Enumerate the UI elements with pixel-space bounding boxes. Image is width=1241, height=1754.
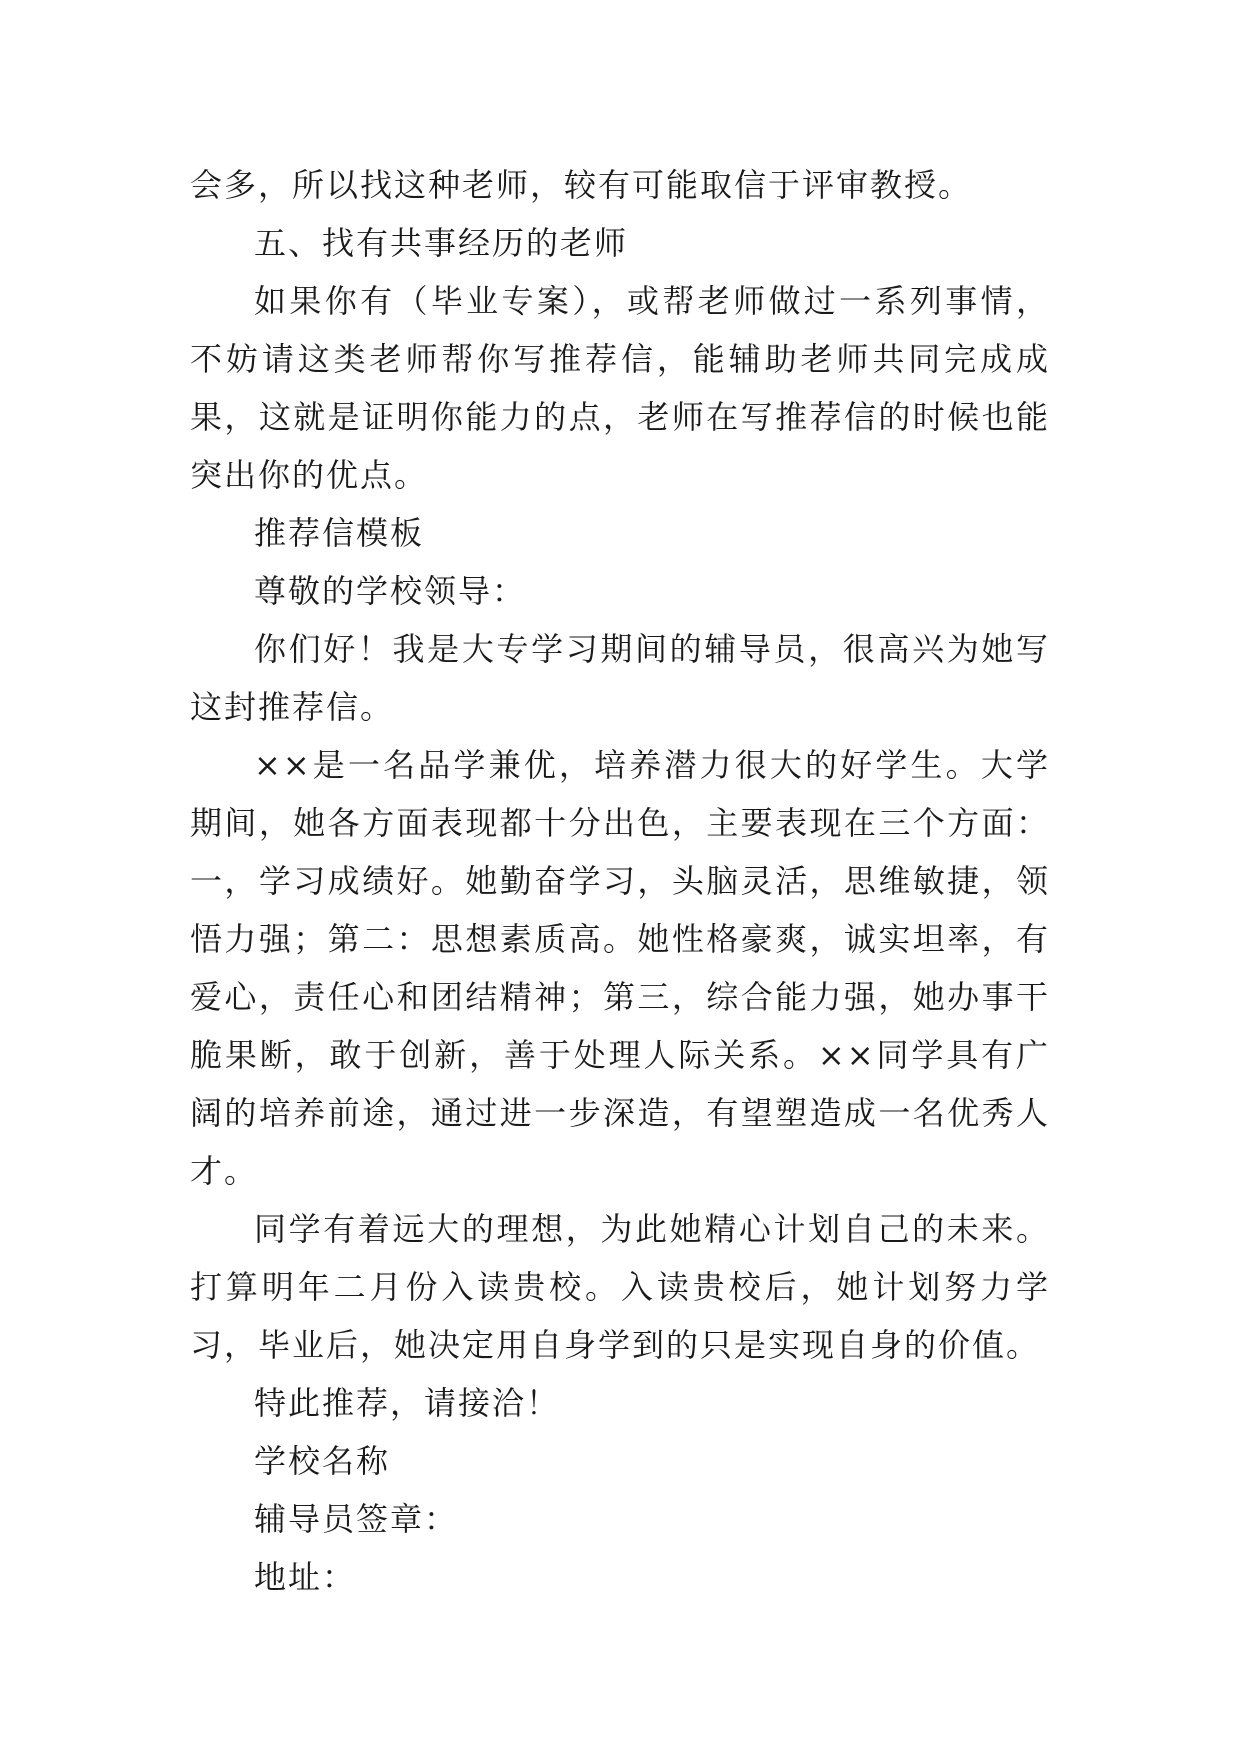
letter-closing: 特此推荐，请接洽！ xyxy=(254,1384,561,1422)
signature-field: 辅导员签章： xyxy=(254,1500,459,1538)
letter-body-qualities: ××是一名品学兼优，培养潜力很大的好学生。大学期间，她各方面表现都十分出色，主要表现在三个方面：一，学习成绩好。她勤奋学习，头脑灵活，思维敏捷，领悟力强；第二：思想素质高。她性格豪爽，诚实坦率，有爱心，责任心和团结精神；第三，综合能力强，她办事干脆果断，敢于创新，善于处理人际关系。××同学具有广阔的培养前途，通过进一步深造，有望塑造成一名优秀人才。 xyxy=(190,746,1050,1190)
template-heading: 推荐信模板 xyxy=(254,514,425,552)
section-heading-colleague-teacher: 五、找有共事经历的老师 xyxy=(254,224,629,262)
paragraph-continuation: 会多，所以找这种老师，较有可能取信于评审教授。 xyxy=(190,166,973,204)
school-name-field: 学校名称 xyxy=(254,1442,391,1480)
address-field: 地址： xyxy=(254,1558,357,1596)
paragraph-colleague-teacher: 如果你有（毕业专案），或帮老师做过一系列事情，不妨请这类老师帮你写推荐信，能辅助老师共同完成成果，这就是证明你能力的点，老师在写推荐信的时候也能突出你的优点。 xyxy=(190,282,1050,494)
document-body xyxy=(190,156,1050,1606)
letter-salutation: 尊敬的学校领导： xyxy=(254,572,527,610)
letter-body-plans: 同学有着远大的理想，为此她精心计划自己的未来。打算明年二月份入读贵校。入读贵校后，她计划努力学习，毕业后，她决定用自身学到的只是实现自身的价值。 xyxy=(190,1210,1050,1364)
letter-greeting: 你们好！我是大专学习期间的辅导员，很高兴为她写这封推荐信。 xyxy=(190,630,1050,726)
